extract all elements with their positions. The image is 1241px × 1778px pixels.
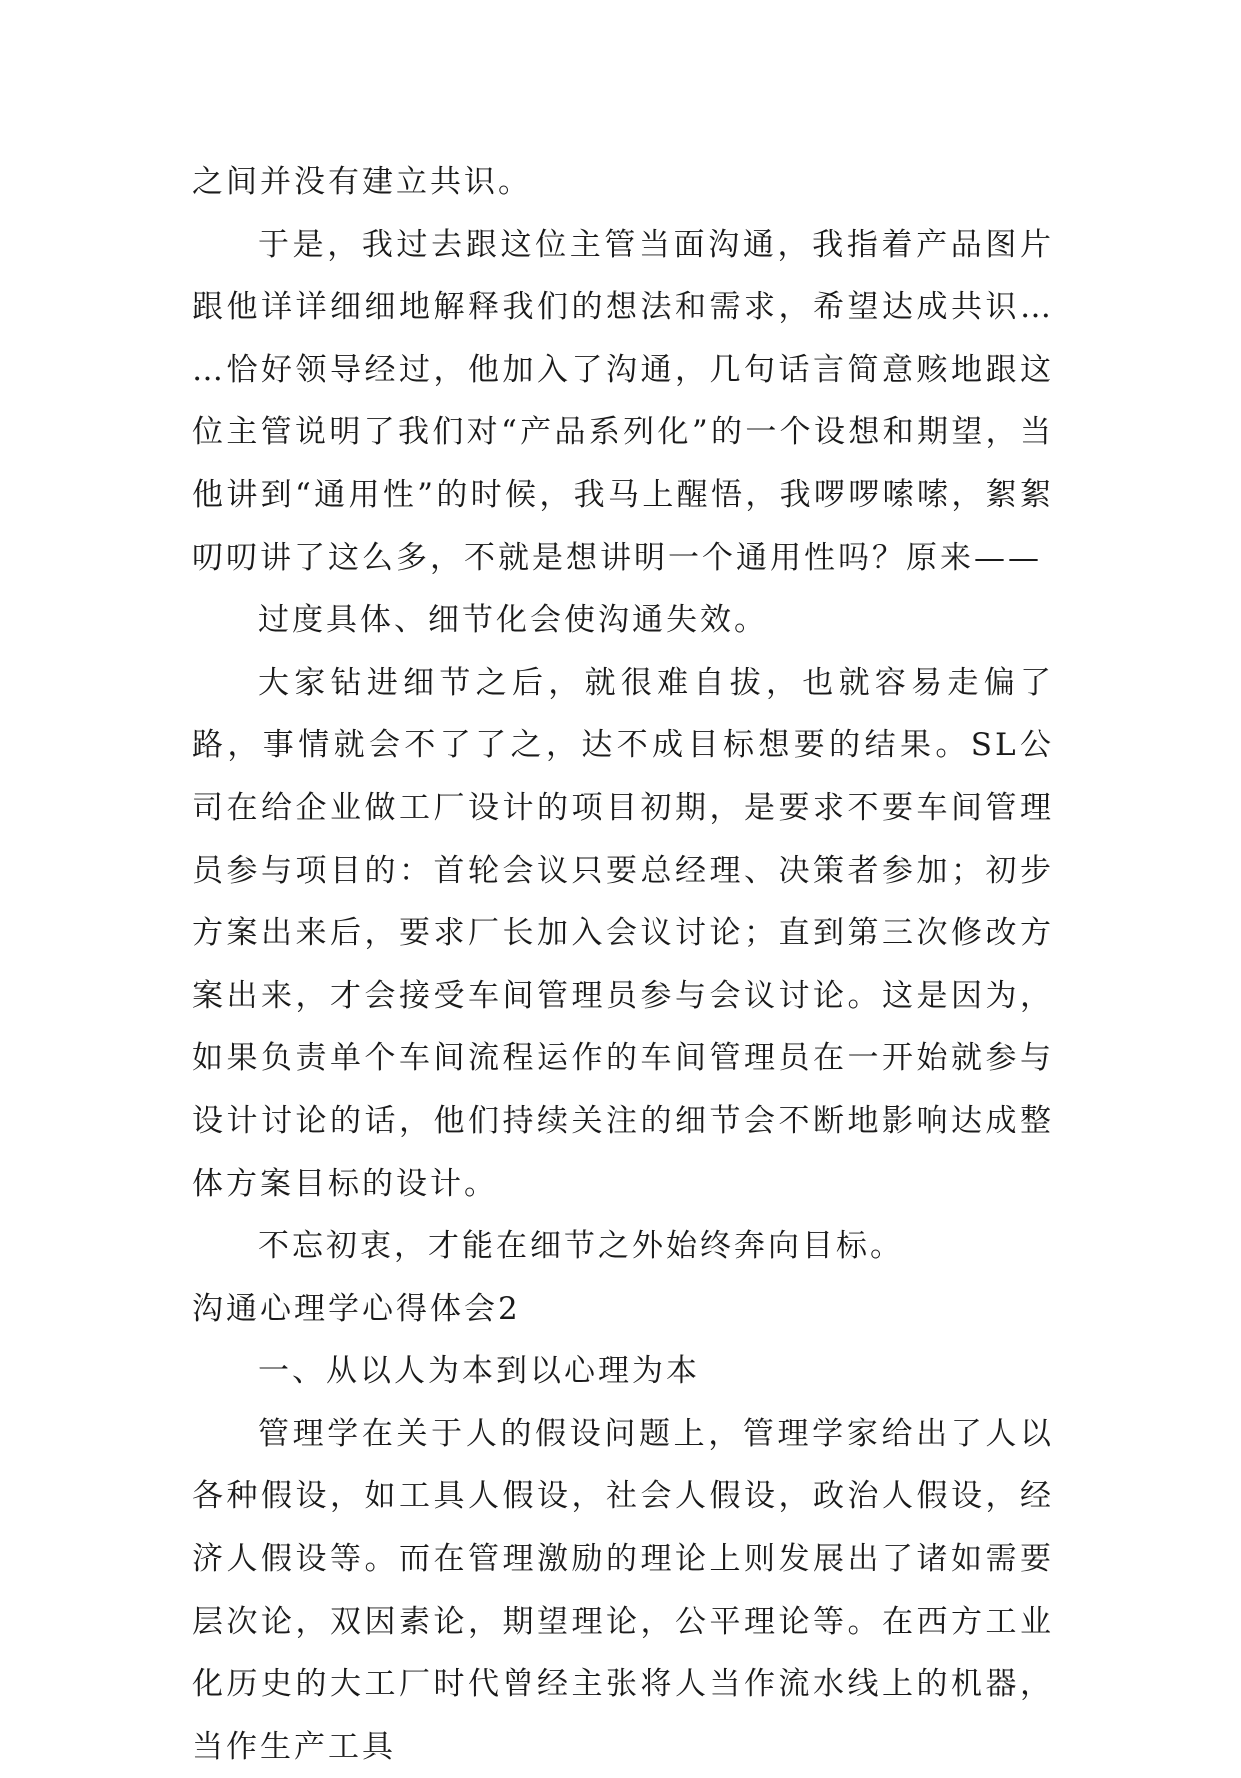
subsection-heading: 一、从以人为本到以心理为本 <box>258 1353 700 1390</box>
paragraph-continuation: 之间并没有建立共识。 <box>192 164 532 200</box>
paragraph-management-assumptions: 管理学在关于人的假设问题上，管理学家给出了人以各种假设，如工具人假设，社会人假设，政治人假设，经济人假设等。而在管理激励的理论上则发展出了诸如需要层次论，双因素论，期望理论，公平理论等。在西方工业化历史的大工厂时代曾经主张将人当作流水线上的机器，当作生产工具 <box>192 1415 1054 1765</box>
document-body <box>192 151 1054 1778</box>
paragraph-communication-story: 于是，我过去跟这位主管当面沟通，我指着产品图片跟他详详细细地解释我们的想法和需求，希望达成共识… …恰好领导经过，他加入了沟通，几句话言简意赅地跟这位主管说明了我们对“产品系列化”的一个设想和期望，当他讲到“通用性”的时候，我马上醒悟，我啰啰嗦嗦，絮絮叨叨讲了这么多，不就是想讲明一个通用性吗？原来—— <box>192 226 1054 576</box>
section-heading: 沟通心理学心得体会2 <box>192 1290 521 1327</box>
paragraph-conclusion-detail: 过度具体、细节化会使沟通失效。 <box>258 602 768 639</box>
paragraph-original-intention: 不忘初衷，才能在细节之外始终奔向目标。 <box>258 1228 904 1265</box>
paragraph-sl-company-example: 大家钻进细节之后，就很难自拔，也就容易走偏了路，事情就会不了了之，达不成目标想要的结果。SL公司在给企业做工厂设计的项目初期，是要求不要车间管理员参与项目的：首轮会议只要总经理、决策者参加；初步方案出来后，要求厂长加入会议讨论；直到第三次修改方案出来，才会接受车间管理员参与会议讨论。这是因为，如果负责单个车间流程运作的车间管理员在一开始就参与设计讨论的话，他们持续关注的细节会不断地影响达成整体方案目标的设计。 <box>192 664 1054 1202</box>
